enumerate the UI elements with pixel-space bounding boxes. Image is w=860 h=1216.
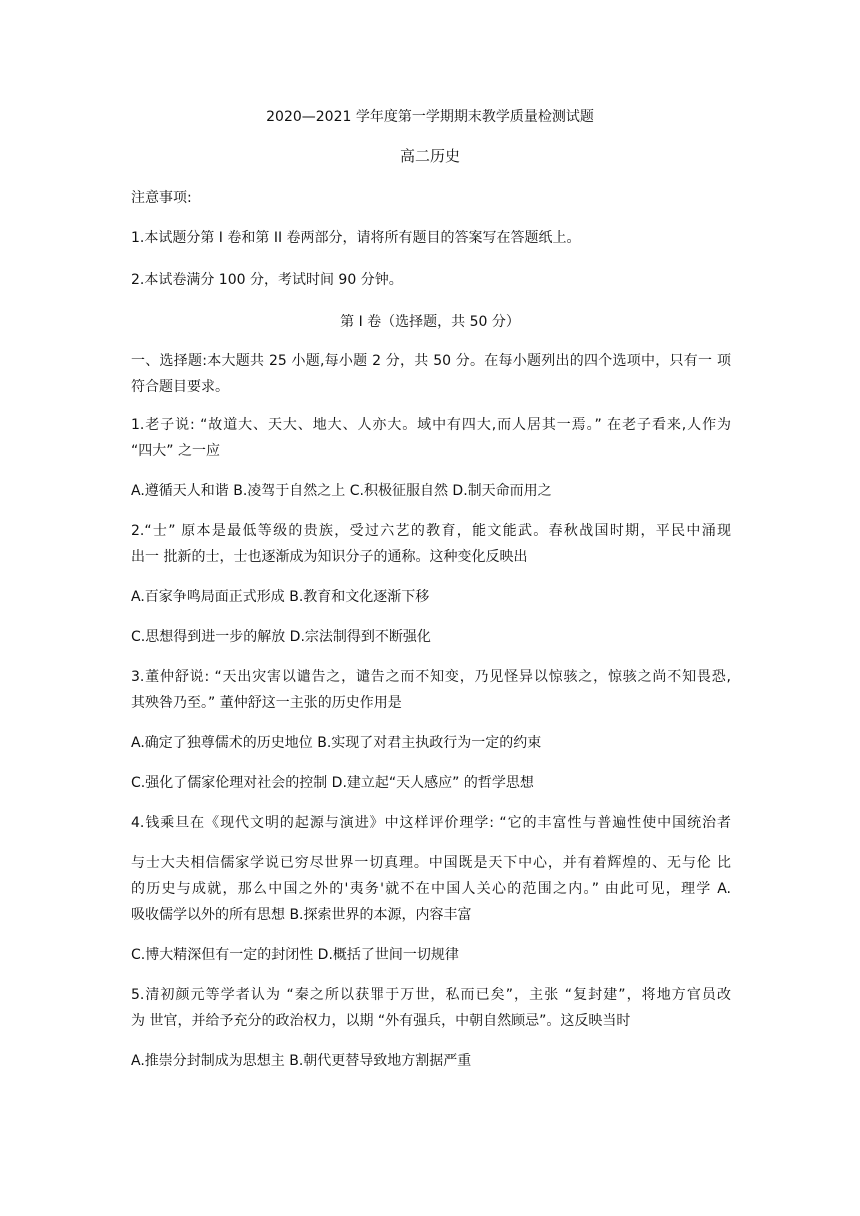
section-title: 第 I 卷（选择题，共 50 分） bbox=[340, 314, 520, 330]
section-instructions: 符合题目要求。 bbox=[131, 379, 229, 395]
question-stem: 的历史与成就，那么中国之外的'夷务'就不在中国人关心的范围之内。” 由此可见，理学 A. bbox=[131, 881, 731, 897]
question-options: A.遵循天人和谐 B.凌驾于自然之上 C.积极征服自然 D.制天命而用之 bbox=[131, 483, 552, 499]
question-stem: 2.“士” 原本是最低等级的贵族，受过六艺的教育，能文能武。春秋战国时期，平民中涌现 bbox=[131, 523, 731, 539]
question-options: C.思想得到进一步的解放 D.宗法制得到不断强化 bbox=[131, 629, 431, 645]
notice-item-1: 1.本试题分第 I 卷和第 II 卷两部分，请将所有题目的答案写在答题纸上。 bbox=[131, 230, 581, 246]
section-instructions: 一、选择题:本大题共 25 小题,每小题 2 分，共 50 分。在每小题列出的四个选项中，只有一 项 bbox=[131, 353, 731, 369]
question-options: A.确定了独尊儒术的历史地位 B.实现了对君主执政行为一定的约束 bbox=[131, 735, 542, 751]
question-stem: 吸收儒学以外的所有思想 B.探索世界的本源，内容丰富 bbox=[131, 907, 472, 923]
question-stem: 与士大夫相信儒家学说已穷尽世界一切真理。中国既是天下中心，并有着辉煌的、无与伦 比 bbox=[131, 855, 731, 871]
exam-title: 2020—2021 学年度第一学期期末教学质量检测试题 bbox=[266, 109, 594, 125]
question-stem: 其殃咎乃至。” 董仲舒这一主张的历史作用是 bbox=[131, 695, 402, 711]
notice-item-2: 2.本试卷满分 100 分，考试时间 90 分钟。 bbox=[131, 272, 403, 288]
question-options: C.博大精深但有一定的封闭性 D.概括了世间一切规律 bbox=[131, 947, 459, 963]
subject-title: 高二历史 bbox=[399, 147, 460, 165]
notice-heading: 注意事项: bbox=[131, 190, 192, 206]
question-stem: 为 世官，并给予充分的政治权力，以期 “外有强兵，中朝自然顾忌”。这反映当时 bbox=[131, 1013, 631, 1029]
question-stem: 4.钱乘旦在《现代文明的起源与演进》中这样评价理学: “它的丰富性与普遍性使中国统治者 bbox=[131, 815, 731, 831]
question-options: A.百家争鸣局面正式形成 B.教育和文化逐渐下移 bbox=[131, 589, 430, 605]
question-stem: “四大” 之一应 bbox=[131, 443, 220, 459]
question-stem: 1.老子说: “故道大、天大、地大、人亦大。域中有四大,而人居其一焉。” 在老子看来,人作为 bbox=[131, 417, 731, 433]
question-options: A.推崇分封制成为思想主 B.朝代更替导致地方割据严重 bbox=[131, 1053, 472, 1069]
question-stem: 5.清初颜元等学者认为 “秦之所以获罪于万世，私而已矣”，主张 “复封建”，将地方官员改 bbox=[131, 987, 731, 1003]
question-options: C.强化了儒家伦理对社会的控制 D.建立起“天人感应” 的哲学思想 bbox=[131, 775, 534, 791]
question-stem: 出一 批新的士，士也逐渐成为知识分子的通称。这种变化反映出 bbox=[131, 549, 528, 565]
question-stem: 3.董仲舒说: “天出灾害以谴告之，谴告之而不知变，乃见怪异以惊骇之，惊骇之尚不知畏恐, bbox=[131, 669, 731, 685]
